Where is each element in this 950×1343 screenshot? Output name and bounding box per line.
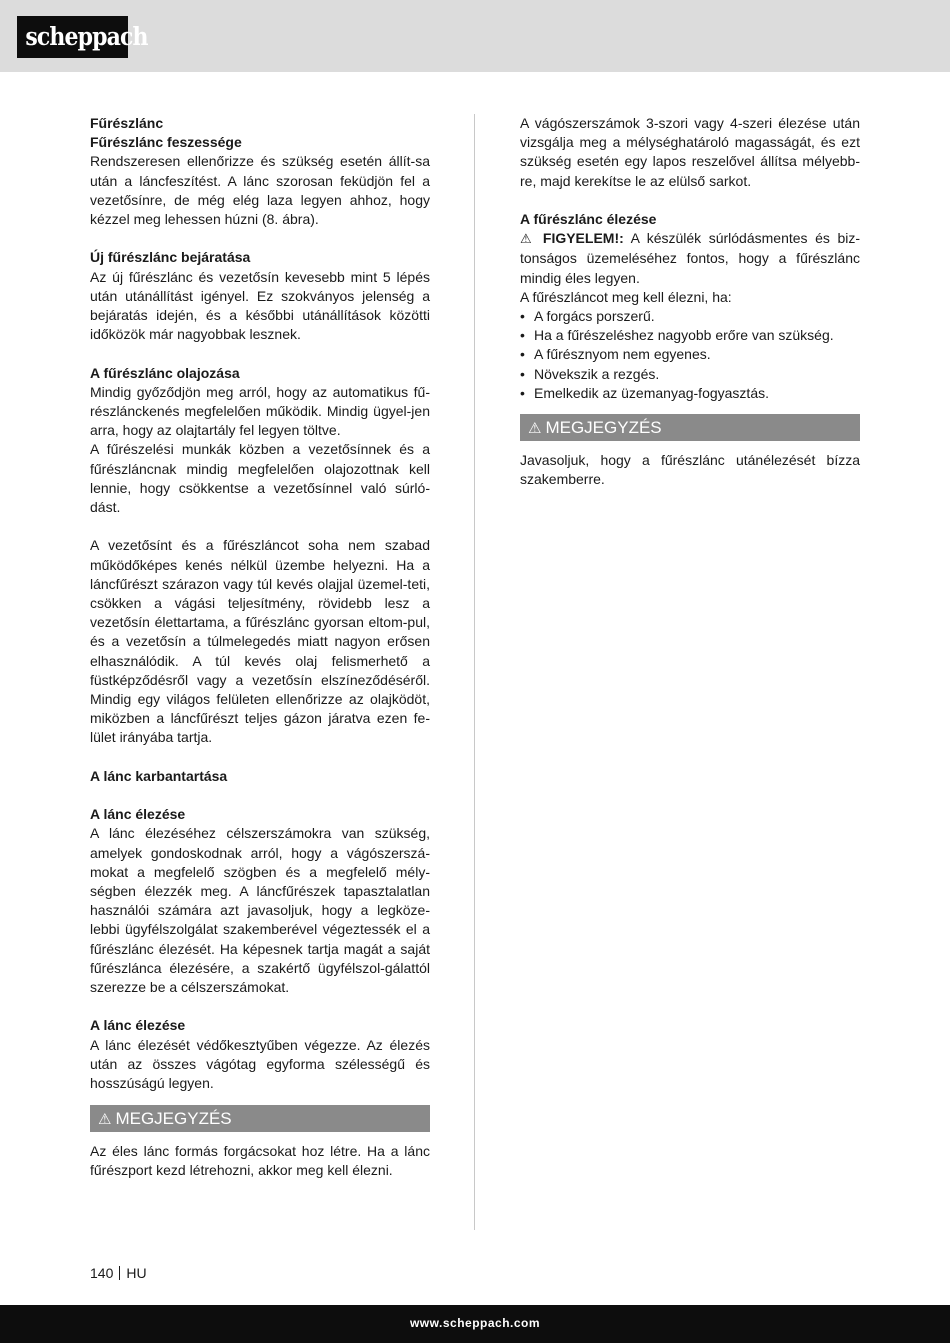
language-code: HU	[126, 1265, 147, 1281]
warning-text: A készülék súrlódásmentes és biz-tonságos üzemeléséhez fontos, hogy a fűrészlánc mindig éles legyen.	[520, 230, 861, 286]
right-column	[520, 114, 860, 489]
list-item: • Ha a fűrészeléshez nagyobb erőre van szükség.	[520, 326, 860, 345]
list-item: • Emelkedik az üzemanyag-fogyasztás.	[520, 384, 860, 403]
footer-bar	[0, 1305, 950, 1343]
website-link[interactable]: www.scheppach.com	[409, 1316, 541, 1330]
paragraph: A vágószerszámok 3-szori vagy 4-szeri élezése után vizsgálja meg a mélységhatároló magasságát, és ezt szükség esetén egy lapos reszelővel állítsa mélyebb-re, majd kerekítse le az elülső sarkot.	[520, 115, 860, 189]
heading-chain-tension: Fűrészlánc feszessége	[90, 134, 242, 151]
list-item: • A fűrésznyom nem egyenes.	[520, 345, 860, 364]
header-bar	[0, 0, 950, 72]
warning-icon: ⚠	[520, 232, 536, 248]
warning-icon: ⚠	[98, 1110, 112, 1129]
paragraph: A fűrészelési munkák közben a vezetősínnek és a fűrészláncnak mindig megfelelően olajozottnak kell lennie, hogy csökkentse a vezetősínnel való súrló-dást.	[90, 441, 430, 516]
paragraph: Az új fűrészlánc és vezetősín kevesebb mint 5 lépés után utánállítást igényel. Ez szokványos jelenség a bejáratás idején, és a későbbi utánállítások közötti időközök már nagyobbak lesznek.	[90, 268, 430, 343]
heading-chain-sharpening-2: A lánc élezése	[90, 1017, 186, 1034]
page-number	[90, 1264, 147, 1283]
note-title: MEGJEGYZÉS	[115, 1109, 232, 1129]
note-title: MEGJEGYZÉS	[545, 418, 662, 438]
paragraph: A fűrészláncot meg kell élezni, ha:	[520, 288, 732, 305]
heading-sharpening-saw-chain: A fűrészlánc élezése	[520, 211, 657, 227]
warning-paragraph	[520, 229, 860, 288]
paragraph: A lánc élezését védőkesztyűben végezze. Az élezés után az összes vágótag egyforma szélességű és hosszúságú legyen.	[90, 1036, 430, 1092]
list-item: • Növekszik a rezgés.	[520, 365, 860, 384]
list-item: • A forgács porszerű.	[520, 307, 860, 326]
warning-icon: ⚠	[528, 419, 542, 438]
note-box	[520, 414, 860, 441]
column-divider	[474, 114, 475, 1230]
paragraph: Javasoljuk, hogy a fűrészlánc utánélezését bízza szakemberre.	[520, 452, 860, 488]
warning-label: FIGYELEM!:	[542, 230, 624, 247]
paragraph: A vezetősínt és a fűrészláncot soha nem szabad működőképes kenés nélkül üzembe helyezni. Ha a láncfűrészt szárazon vagy túl kevés olajjal üzemel-teti, csökken a vágási teljesítmény, rövidebb lesz a vezetősín élettartama, a fűrészlánc gyorsan eltom-pul, és a vezetősín a túlmelegedés miatt nagyon erősen elhasználódik. A túl kevés olaj felismerhető a füstképződésről vagy a vezetősín elszíneződéséről. Mindig egy világos felületen ellenőrizze az olajködöt, miközben a láncfűrészt teljes gázon járatva ezen fe-lület irányába tartja.	[90, 537, 430, 746]
heading-new-chain-break-in: Új fűrészlánc bejáratása	[90, 249, 251, 266]
heading-saw-chain: Fűrészlánc	[90, 115, 164, 131]
heading-chain-lubrication: A fűrészlánc olajozása	[90, 364, 240, 381]
heading-chain-sharpening: A lánc élezése	[90, 806, 186, 823]
scheppach-logo: scheppach	[17, 16, 128, 58]
paragraph: Az éles lánc formás forgácsokat hoz létre. Ha a lánc fűrészport kezd létrehozni, akkor meg kell élezni.	[90, 1143, 430, 1179]
sharpening-conditions-list	[520, 307, 860, 403]
heading-chain-maintenance: A lánc karbantartása	[90, 767, 228, 784]
note-box	[90, 1105, 430, 1132]
paragraph: A lánc élezéséhez célszerszámokra van szükség, amelyek gondoskodnak arról, hogy a vágószerszá-mokat a megfelelő szögben és a megfelelő mély-ségben élezzék meg. A láncfűrészek tapasztalatlan használói számára azt javasoljuk, hogy a legköze-lebbi ügyfélszolgálat szakemberével végeztessék el a fűrészlánc élezését. Ha képesnek tartja magát a saját fűrészlánca élezésére, a szakértő ügyfélszol-gálattól szerezze be a célszerszámokat.	[90, 825, 430, 996]
paragraph: Mindig győződjön meg arról, hogy az automatikus fű-részlánckenés megfelelően működik. Mindig ügyel-jen arra, hogy az olajtartály fel legyen töltve.	[90, 383, 430, 439]
left-column	[90, 114, 430, 1181]
page-number-value: 140	[90, 1265, 114, 1281]
paragraph: Rendszeresen ellenőrizze és szükség esetén állít-sa után a láncfeszítést. A lánc szorosan feküdjön fel a vezetősínre, de még elég laza legyen ahhoz, hogy kézzel meg lehessen húzni (8. ábra).	[90, 153, 430, 228]
